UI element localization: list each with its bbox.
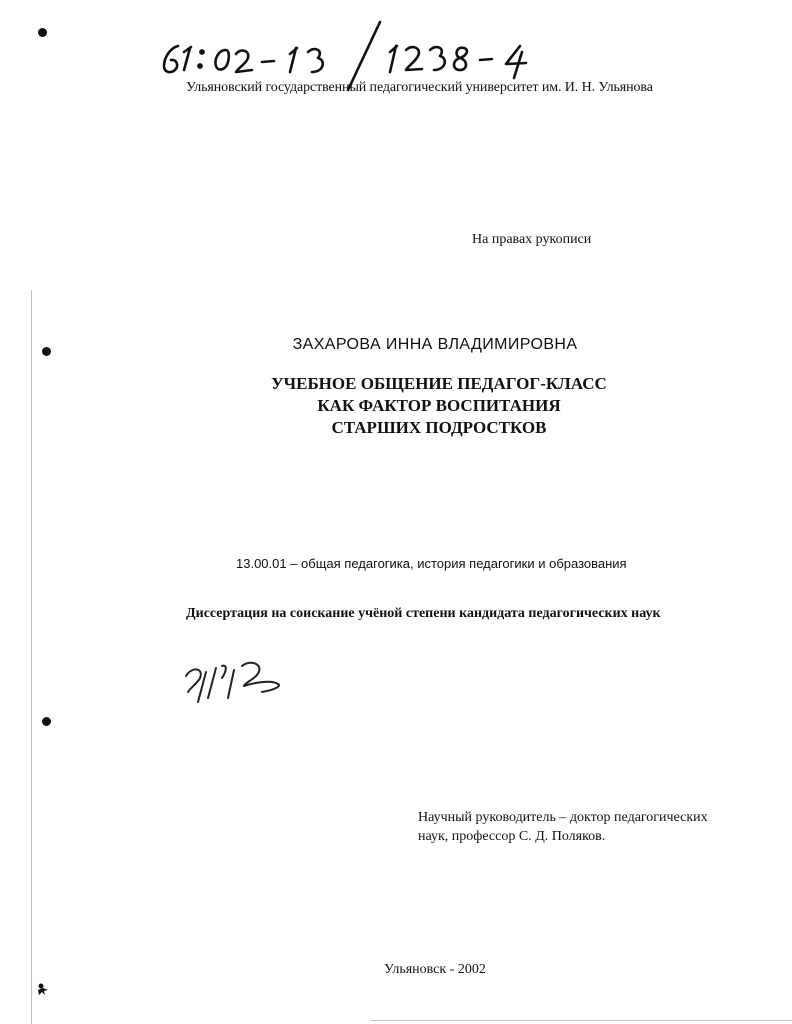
city-and-year: Ульяновск - 2002 [384, 962, 486, 977]
punch-hole-top [38, 28, 47, 37]
rights-note: На правах рукописи [472, 232, 592, 247]
dissertation-title-line-3: СТАРШИХ ПОДРОСТКОВ [331, 418, 547, 437]
dissertation-title-line-2: КАК ФАКТОР ВОСПИТАНИЯ [317, 396, 561, 415]
handwritten-signature [182, 658, 302, 708]
supervisor-line-1: Научный руководитель – доктор педагогических [418, 810, 708, 825]
supervisor-line-2: наук, профессор С. Д. Поляков. [418, 829, 606, 844]
specialty-code: 13.00.01 – общая педагогика, история педагогики и образования [236, 556, 627, 571]
page-bottom-edge [370, 1020, 792, 1021]
dissertation-title-line-1: УЧЕБНОЕ ОБЩЕНИЕ ПЕДАГОГ-КЛАСС [271, 374, 607, 393]
scientific-supervisor [418, 808, 708, 846]
punch-hole-lower [42, 717, 51, 726]
scan-mark-icon [36, 982, 50, 996]
author-name: ЗАХАРОВА ИННА ВЛАДИМИРОВНА [292, 336, 578, 353]
degree-statement: Диссертация на соискание учёной степени кандидата педагогических наук [186, 606, 661, 621]
university-name: Ульяновский государственный педагогический университет им. И. Н. Ульянова [186, 80, 653, 95]
